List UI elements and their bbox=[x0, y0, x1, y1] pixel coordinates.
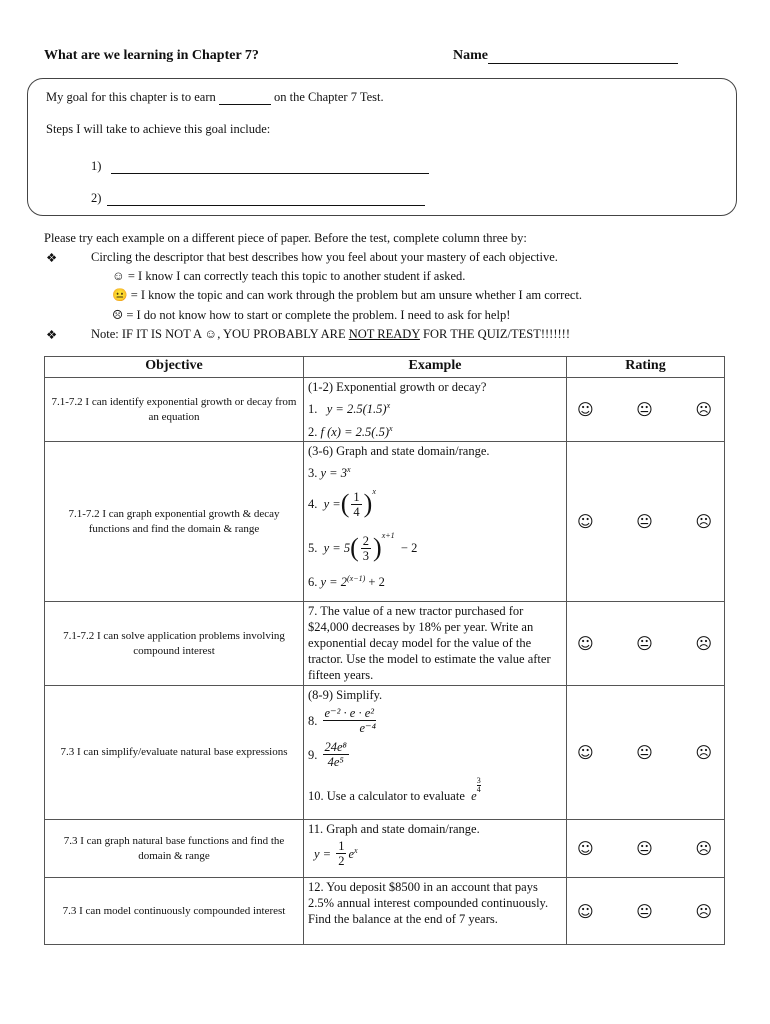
smile-icon[interactable]: ☺ bbox=[577, 901, 594, 921]
math-exponent: x bbox=[388, 424, 393, 434]
neutral-face-icon[interactable]: 😐 bbox=[636, 901, 653, 921]
example-10 bbox=[308, 777, 562, 804]
fraction-numerator: 24e⁸ bbox=[324, 740, 347, 755]
frown-icon[interactable]: ☹ bbox=[695, 901, 712, 921]
table-row bbox=[45, 878, 725, 945]
example-9 bbox=[308, 740, 562, 769]
frown-icon[interactable]: ☹ bbox=[695, 743, 712, 763]
example-1 bbox=[308, 398, 562, 417]
objective-cell: 7.1-7.2 I can graph exponential growth & decay functions and find the domain & range bbox=[45, 442, 304, 602]
instructions-bullet-1: Circling the descriptor that best describes how you feel about your mastery of each objective. bbox=[91, 250, 558, 264]
fractional-exponent bbox=[477, 777, 481, 794]
neutral-descriptor: 😐 = I know the topic and can work through the problem but am unsure whether I am correct. bbox=[112, 288, 583, 302]
name-blank-line[interactable] bbox=[488, 63, 678, 64]
step-2 bbox=[91, 191, 425, 206]
example-intro: (3-6) Graph and state domain/range. bbox=[308, 444, 490, 459]
header-rating: Rating bbox=[567, 357, 725, 378]
example-number: 5. bbox=[308, 541, 318, 556]
rating-cell bbox=[567, 378, 725, 442]
example-number: 1. bbox=[308, 402, 318, 417]
objective-cell: 7.1-7.2 I can identify exponential growth or decay from an equation bbox=[45, 378, 304, 442]
goal-grade-blank[interactable] bbox=[219, 104, 271, 105]
step-2-label: 2) bbox=[91, 191, 102, 205]
example-intro: (8-9) Simplify. bbox=[308, 688, 383, 703]
step-2-blank[interactable] bbox=[107, 205, 425, 206]
neutral-face-icon[interactable]: 😐 bbox=[636, 839, 653, 859]
math-exponent: x bbox=[372, 487, 376, 497]
example-cell: 12. You deposit $8500 in an account that pays 2.5% annual interest compounded continuously. Find the balance at the end of 7 years. bbox=[304, 878, 567, 945]
fraction-denominator: 4 bbox=[353, 504, 360, 519]
math-tail: + 2 bbox=[368, 575, 385, 590]
note-not-ready: NOT READY bbox=[348, 327, 420, 341]
fraction-denominator: 4e⁵ bbox=[327, 755, 344, 770]
name-field[interactable] bbox=[453, 48, 678, 64]
frown-icon[interactable]: ☹ bbox=[695, 400, 712, 420]
example-5 bbox=[308, 528, 562, 568]
rating-cell bbox=[567, 686, 725, 820]
neutral-face-icon[interactable]: 😐 bbox=[636, 512, 653, 532]
goal-text-after: on the Chapter 7 Test. bbox=[274, 90, 384, 104]
frown-icon[interactable]: ☹ bbox=[695, 634, 712, 654]
smile-icon[interactable]: ☺ bbox=[577, 634, 594, 654]
math-exponent: x+1 bbox=[381, 531, 395, 541]
neutral-face-icon[interactable]: 😐 bbox=[636, 400, 653, 420]
right-paren: ) bbox=[363, 489, 373, 519]
example-number: 2. bbox=[308, 425, 318, 440]
math-expression: y = bbox=[314, 846, 332, 861]
fraction-numerator: 2 bbox=[362, 533, 370, 548]
fraction-denominator: e⁻⁴ bbox=[359, 721, 376, 736]
smile-icon[interactable]: ☺ bbox=[577, 839, 594, 859]
step-1-blank[interactable] bbox=[111, 173, 429, 174]
rating-cell bbox=[567, 442, 725, 602]
frown-icon[interactable]: ☹ bbox=[695, 512, 712, 532]
example-text: 10. Use a calculator to evaluate bbox=[308, 789, 465, 804]
right-paren: ) bbox=[373, 533, 382, 563]
page-title: What are we learning in Chapter 7? bbox=[44, 48, 259, 63]
math-exponent: (x−1) bbox=[346, 574, 366, 584]
frown-icon[interactable]: ☹ bbox=[695, 839, 712, 859]
step-1 bbox=[91, 159, 429, 174]
fraction-numerator: 1 bbox=[338, 839, 345, 854]
math-exponent: x bbox=[354, 846, 358, 856]
objectives-table bbox=[44, 356, 725, 945]
math-expression: y = bbox=[323, 497, 341, 512]
table-row bbox=[45, 820, 725, 878]
note-line bbox=[91, 327, 570, 342]
smile-descriptor: ☺ = I know I can correctly teach this topic to another student if asked. bbox=[112, 269, 466, 283]
exponent-numerator: 3 bbox=[476, 776, 481, 786]
math-exponent: x bbox=[346, 465, 351, 475]
frown-descriptor: ☹ = I do not know how to start or complete the problem. I need to ask for help! bbox=[112, 308, 511, 322]
objective-cell: 7.3 I can simplify/evaluate natural base expressions bbox=[45, 686, 304, 820]
example-cell bbox=[304, 686, 567, 820]
left-paren: ( bbox=[350, 533, 359, 563]
math-expression: f (x) = 2.5(.5) bbox=[320, 425, 389, 440]
example-cell: 7. The value of a new tractor purchased for $24,000 decreases by 18% per year. Write an exponential decay model for the value of the tractor. Use the model to estimate the value after fifteen years. bbox=[304, 602, 567, 686]
math-expression: y = 2.5(1.5) bbox=[326, 402, 387, 417]
left-paren: ( bbox=[340, 489, 350, 519]
fraction-numerator: e⁻² · e · e² bbox=[324, 706, 374, 721]
smile-icon[interactable]: ☺ bbox=[577, 512, 594, 532]
math-exponent: x bbox=[386, 401, 391, 410]
table-row bbox=[45, 442, 725, 602]
note-text-before: Note: IF IT IS NOT A ☺, YOU PROBABLY ARE bbox=[91, 327, 349, 341]
example-number: 4. bbox=[308, 497, 318, 512]
bullet-icon: ❖ bbox=[46, 251, 58, 265]
table-row bbox=[45, 378, 725, 442]
note-text-after: FOR THE QUIZ/TEST!!!!!!! bbox=[419, 327, 570, 341]
example-3 bbox=[308, 462, 562, 481]
example-number: 8. bbox=[308, 713, 318, 728]
header-objective: Objective bbox=[45, 357, 304, 378]
math-expression: y = 2 bbox=[320, 575, 347, 590]
example-11 bbox=[314, 839, 562, 868]
example-cell bbox=[304, 442, 567, 602]
goal-line bbox=[46, 90, 384, 105]
step-1-label: 1) bbox=[91, 159, 102, 173]
math-base: e bbox=[348, 846, 355, 861]
example-cell bbox=[304, 820, 567, 878]
objective-cell: 7.3 I can graph natural base functions and find the domain & range bbox=[45, 820, 304, 878]
example-intro: 11. Graph and state domain/range. bbox=[308, 822, 480, 837]
example-number: 9. bbox=[308, 747, 318, 762]
goal-text-before: My goal for this chapter is to earn bbox=[46, 90, 216, 104]
example-intro: (1-2) Exponential growth or decay? bbox=[308, 380, 487, 394]
example-2 bbox=[308, 421, 562, 440]
fraction-denominator: 3 bbox=[362, 548, 370, 563]
neutral-face-icon[interactable]: 😐 bbox=[636, 634, 653, 654]
rating-cell bbox=[567, 820, 725, 878]
name-label: Name bbox=[453, 48, 488, 63]
math-expression: y = 5 bbox=[323, 541, 351, 556]
bullet-icon: ❖ bbox=[46, 328, 58, 342]
smile-icon[interactable]: ☺ bbox=[577, 400, 594, 420]
example-number: 6. bbox=[308, 575, 318, 590]
header-example: Example bbox=[304, 357, 567, 378]
fraction-denominator: 2 bbox=[338, 854, 345, 869]
math-expression: y = 3 bbox=[320, 466, 347, 481]
math-base: e bbox=[471, 789, 477, 804]
rating-cell bbox=[567, 602, 725, 686]
example-4 bbox=[308, 484, 562, 524]
neutral-face-icon[interactable]: 😐 bbox=[636, 743, 653, 763]
example-8 bbox=[308, 706, 562, 735]
example-6 bbox=[308, 571, 562, 590]
objective-cell: 7.3 I can model continuously compounded interest bbox=[45, 878, 304, 945]
example-cell bbox=[304, 378, 567, 442]
instructions-intro: Please try each example on a different piece of paper. Before the test, complete column three by: bbox=[44, 231, 527, 245]
smile-icon[interactable]: ☺ bbox=[577, 743, 594, 763]
exponent-denominator: 4 bbox=[476, 785, 481, 795]
fraction-numerator: 1 bbox=[353, 489, 360, 504]
math-tail: − 2 bbox=[400, 541, 418, 556]
objective-cell: 7.1-7.2 I can solve application problems involving compound interest bbox=[45, 602, 304, 686]
rating-cell bbox=[567, 878, 725, 945]
table-row bbox=[45, 686, 725, 820]
example-number: 3. bbox=[308, 466, 318, 481]
table-row bbox=[45, 602, 725, 686]
table-header-row bbox=[45, 357, 725, 378]
steps-label: Steps I will take to achieve this goal include: bbox=[46, 122, 271, 136]
